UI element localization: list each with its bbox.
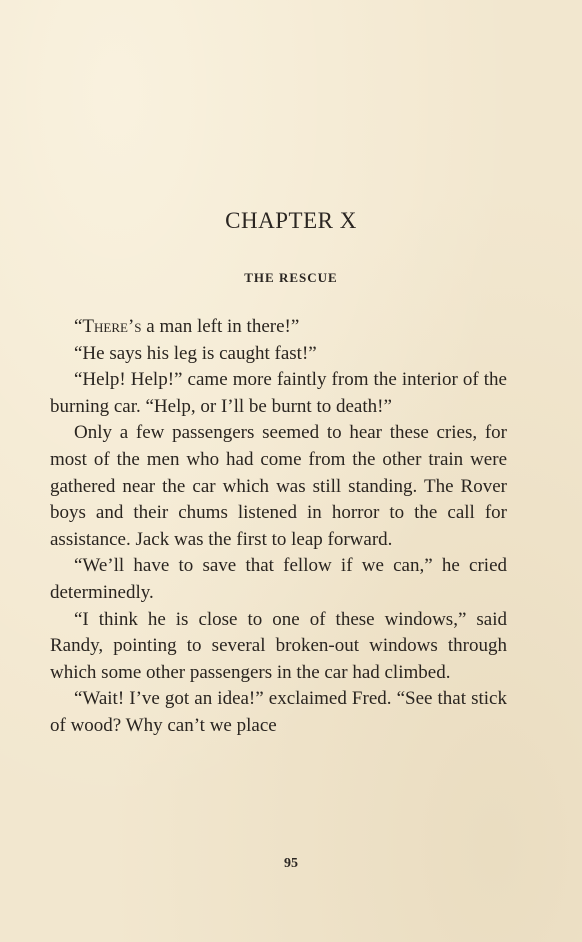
paragraph-2: “He says his leg is caught fast!” [74,342,317,364]
paragraph-7: “Wait! I’ve got an idea!” exclaimed Fred. “See that stick of wood? Why can’t we place [50,688,507,736]
paragraph-1-text: a man left in there!” [141,316,300,337]
paragraph-6: “I think he is close to one of these windows,” said Randy, pointing to several broken-out windows through which some other passengers in the car had climbed. [50,608,507,683]
paragraph-3: “Help! Help!” came more faintly from the interior of the burning car. “Help, or I’ll be burnt to death!” [50,369,507,417]
body-text [50,314,507,740]
page-number: 95 [284,856,298,871]
paragraph-1-lead: “There’s [74,316,142,337]
paragraph-1 [50,314,507,341]
paragraph-5: “We’ll have to save that fellow if we can,” he cried determinedly. [50,555,507,603]
chapter-title: CHAPTER X [225,208,357,233]
chapter-subtitle: THE RESCUE [244,270,338,285]
paragraph-4: Only a few passengers seemed to hear these cries, for most of the men who had come from the other train were gathered near the car which was still standing. The Rover boys and their chums listened in horror to the call for assistance. Jack was the first to leap forward. [50,422,507,550]
